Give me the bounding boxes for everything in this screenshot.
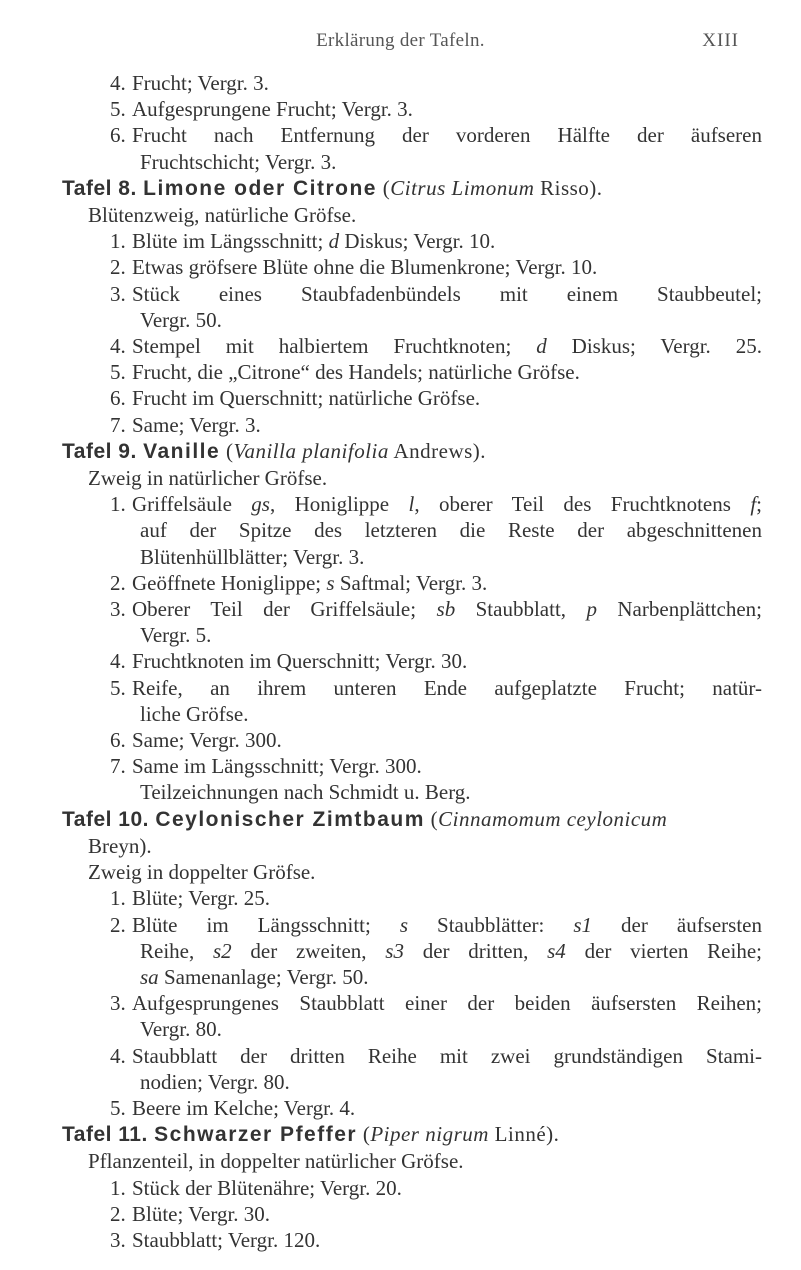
text-run: Risso). bbox=[534, 175, 603, 200]
text-run: Schwarzer Pfeffer bbox=[154, 1123, 358, 1147]
list-item bbox=[62, 96, 762, 122]
text-run: Fruchtknoten im Querschnitt; Vergr. 30. bbox=[132, 649, 468, 674]
text-line bbox=[62, 1016, 762, 1042]
list-item bbox=[62, 333, 762, 359]
plate-heading bbox=[62, 175, 762, 202]
text-line bbox=[62, 938, 762, 964]
item-number: 6. bbox=[110, 123, 126, 148]
italic-text: gs bbox=[251, 492, 270, 517]
text-run: Narbenplättchen; bbox=[596, 597, 762, 622]
text-line bbox=[62, 622, 762, 648]
item-number: 3. bbox=[110, 991, 126, 1016]
text-run: ( bbox=[357, 1122, 371, 1147]
italic-text: s1 bbox=[573, 912, 593, 937]
plate-heading bbox=[62, 1121, 762, 1148]
text-run: Staubblatt; Vergr. 120. bbox=[132, 1227, 321, 1252]
item-number: 1. bbox=[110, 229, 126, 254]
list-item bbox=[62, 912, 762, 938]
text-run: Ceylonischer Zimtbaum bbox=[155, 807, 425, 831]
list-item bbox=[62, 1201, 762, 1227]
text-run: ( bbox=[424, 806, 439, 831]
italic-text: p bbox=[586, 597, 597, 622]
list-item bbox=[62, 648, 762, 674]
item-number: 1. bbox=[110, 1175, 126, 1200]
list-item bbox=[62, 122, 762, 148]
item-number: 6. bbox=[110, 386, 126, 411]
text-line bbox=[62, 1069, 762, 1095]
text-run: Blütenhüllblätter; Vergr. 3. bbox=[140, 544, 365, 569]
text-run: Stück eines Staubfadenbündels mit einem Staubbeutel; bbox=[132, 281, 762, 306]
text-run: Linné). bbox=[488, 1122, 560, 1147]
list-item bbox=[62, 254, 762, 280]
item-number: 7. bbox=[110, 754, 126, 779]
list-item bbox=[62, 727, 762, 753]
text-line bbox=[62, 833, 762, 859]
text-run: Staubblatt der dritten Reihe mit zwei grundständigen Stami- bbox=[132, 1043, 762, 1068]
text-line bbox=[62, 544, 762, 570]
list-item bbox=[62, 228, 762, 254]
text-run: Pflanzenteil, in doppelter natürlicher Gröfse. bbox=[88, 1149, 464, 1174]
text-run: auf der Spitze des letzteren die Reste der abgeschnittenen bbox=[140, 518, 762, 543]
text-run: nodien; Vergr. 80. bbox=[140, 1069, 290, 1094]
italic-text: Cinnamomum ceylonicum bbox=[438, 806, 668, 831]
item-number: 3. bbox=[110, 1227, 126, 1252]
text-run: Frucht, die „Citrone“ des Handels; natürliche Gröfse. bbox=[132, 360, 580, 385]
text-run: Vergr. 5. bbox=[140, 623, 212, 648]
text-run: Oberer Teil der Griffelsäule; bbox=[132, 597, 437, 622]
text-run: ( bbox=[220, 438, 234, 463]
page-number: XIII bbox=[702, 30, 739, 51]
text-run: der äufsersten bbox=[592, 912, 762, 937]
italic-text: sa bbox=[140, 964, 159, 989]
italic-text: s3 bbox=[385, 938, 404, 963]
list-item bbox=[62, 359, 762, 385]
text-run: Diskus; Vergr. 25. bbox=[546, 334, 762, 359]
text-run: liche Gröfse. bbox=[140, 701, 249, 726]
list-item bbox=[62, 1227, 762, 1253]
text-run: Aufgesprungene Frucht; Vergr. 3. bbox=[132, 97, 413, 122]
item-number: 4. bbox=[110, 334, 126, 359]
list-item bbox=[62, 385, 762, 411]
item-number: 5. bbox=[110, 97, 126, 122]
item-number: 1. bbox=[110, 886, 126, 911]
text-run: ( bbox=[377, 175, 391, 200]
italic-text: l bbox=[408, 492, 415, 517]
list-item bbox=[62, 1043, 762, 1069]
text-run: Fruchtschicht; Vergr. 3. bbox=[140, 149, 337, 174]
italic-text: d bbox=[328, 229, 340, 254]
running-head bbox=[0, 30, 801, 54]
italic-text: Piper nigrum bbox=[370, 1122, 489, 1147]
text-run: Blüte im Längsschnitt; bbox=[132, 229, 329, 254]
item-number: 5. bbox=[110, 360, 126, 385]
item-number: 3. bbox=[110, 281, 126, 306]
text-line bbox=[62, 859, 762, 885]
list-item bbox=[62, 570, 762, 596]
text-run: Etwas gröfsere Blüte ohne die Blumenkrone; Vergr. 10. bbox=[132, 255, 598, 280]
text-run: Diskus; Vergr. 10. bbox=[339, 229, 496, 254]
text-run: Reihe, bbox=[140, 938, 213, 963]
item-number: 2. bbox=[110, 570, 126, 595]
text-run: Breyn). bbox=[88, 833, 152, 858]
text-run: Samenanlage; Vergr. 50. bbox=[158, 964, 369, 989]
text-run: Beere im Kelche; Vergr. 4. bbox=[132, 1095, 356, 1120]
list-item bbox=[62, 885, 762, 911]
text-run: Vergr. 50. bbox=[140, 307, 222, 332]
item-number: 6. bbox=[110, 728, 126, 753]
text-run: der vierten Reihe; bbox=[565, 938, 762, 963]
text-run: Tafel 10. bbox=[62, 807, 156, 831]
text-line bbox=[62, 517, 762, 543]
text-line bbox=[62, 964, 762, 990]
text-run: Tafel 9. bbox=[62, 439, 144, 463]
item-number: 5. bbox=[110, 675, 126, 700]
text-run: Tafel 11. bbox=[62, 1123, 155, 1147]
item-number: 2. bbox=[110, 1201, 126, 1226]
text-line bbox=[62, 149, 762, 175]
item-number: 4. bbox=[110, 1043, 126, 1068]
list-item bbox=[62, 1175, 762, 1201]
text-run: Frucht nach Entfernung der vorderen Hälfte der äufseren bbox=[132, 123, 762, 148]
item-number: 5. bbox=[110, 1095, 126, 1120]
item-number: 2. bbox=[110, 255, 126, 280]
text-run: Vanille bbox=[143, 439, 221, 463]
list-item bbox=[62, 753, 762, 779]
text-line bbox=[62, 307, 762, 333]
italic-text: s bbox=[326, 570, 335, 595]
text-run: der dritten, bbox=[403, 938, 548, 963]
text-line bbox=[62, 465, 762, 491]
text-run: Staubblätter: bbox=[408, 912, 574, 937]
item-number: 1. bbox=[110, 492, 126, 517]
text-run: Stempel mit halbiertem Fruchtknoten; bbox=[132, 334, 537, 359]
text-run: Zweig in doppelter Gröfse. bbox=[88, 860, 316, 885]
list-item bbox=[62, 596, 762, 622]
italic-text: Vanilla planifolia bbox=[233, 438, 389, 463]
text-run: Vergr. 80. bbox=[140, 1017, 222, 1042]
list-item bbox=[62, 1095, 762, 1121]
text-line bbox=[62, 701, 762, 727]
text-run: Reife, an ihrem unteren Ende aufgeplatzte Frucht; natür- bbox=[132, 675, 762, 700]
item-number: 3. bbox=[110, 597, 126, 622]
text-run: Limone oder Citrone bbox=[143, 176, 377, 200]
text-line bbox=[62, 202, 762, 228]
text-run: Frucht; Vergr. 3. bbox=[132, 71, 269, 95]
text-run: Stück der Blütenähre; Vergr. 20. bbox=[132, 1175, 402, 1200]
text-run: Aufgesprungenes Staubblatt einer der beiden äufsersten Reihen; bbox=[132, 991, 762, 1016]
text-run: ; bbox=[756, 492, 762, 517]
text-run: Tafel 8. bbox=[62, 176, 144, 200]
list-item bbox=[62, 70, 762, 96]
text-run: Teilzeichnungen nach Schmidt u. Berg. bbox=[140, 780, 471, 805]
text-run: Frucht im Querschnitt; natürliche Gröfse. bbox=[132, 386, 481, 411]
text-line bbox=[62, 779, 762, 805]
text-run: der zweiten, bbox=[231, 938, 386, 963]
italic-text: sb bbox=[436, 597, 456, 622]
item-number: 4. bbox=[110, 649, 126, 674]
list-item bbox=[62, 281, 762, 307]
italic-text: s bbox=[399, 912, 409, 937]
italic-text: Citrus Limonum bbox=[390, 175, 535, 200]
text-run: Staubblatt, bbox=[455, 597, 587, 622]
text-run: , oberer Teil des Fruchtknotens bbox=[414, 492, 751, 517]
text-run: Same im Längsschnitt; Vergr. 300. bbox=[132, 754, 422, 779]
text-run: Griffelsäule bbox=[132, 492, 252, 517]
text-run: , Honiglippe bbox=[269, 492, 409, 517]
text-run: Zweig in natürlicher Gröfse. bbox=[88, 466, 328, 491]
list-item bbox=[62, 675, 762, 701]
item-number: 4. bbox=[110, 71, 126, 95]
item-number: 7. bbox=[110, 412, 126, 437]
text-run: Andrews). bbox=[388, 438, 487, 463]
text-run: Saftmal; Vergr. 3. bbox=[334, 570, 488, 595]
item-number: 2. bbox=[110, 912, 126, 937]
text-run: Same; Vergr. 300. bbox=[132, 728, 282, 753]
running-head-title: Erklärung der Tafeln. bbox=[316, 30, 485, 51]
plate-heading bbox=[62, 806, 762, 833]
italic-text: f bbox=[750, 492, 757, 517]
list-item bbox=[62, 491, 762, 517]
text-run: Blüte; Vergr. 25. bbox=[132, 886, 271, 911]
text-line bbox=[62, 1148, 762, 1174]
text-run: Blüte; Vergr. 30. bbox=[132, 1201, 271, 1226]
italic-text: s4 bbox=[547, 938, 566, 963]
plate-heading bbox=[62, 438, 762, 465]
italic-text: s2 bbox=[212, 938, 232, 963]
text-run: Blüte im Längsschnitt; bbox=[132, 912, 400, 937]
list-item bbox=[62, 412, 762, 438]
text-run: Geöffnete Honiglippe; bbox=[132, 570, 327, 595]
italic-text: d bbox=[536, 334, 547, 359]
list-item bbox=[62, 990, 762, 1016]
text-run: Blütenzweig, natürliche Gröfse. bbox=[88, 203, 357, 228]
plate-explanations bbox=[62, 70, 762, 1253]
text-run: Same; Vergr. 3. bbox=[132, 412, 261, 437]
